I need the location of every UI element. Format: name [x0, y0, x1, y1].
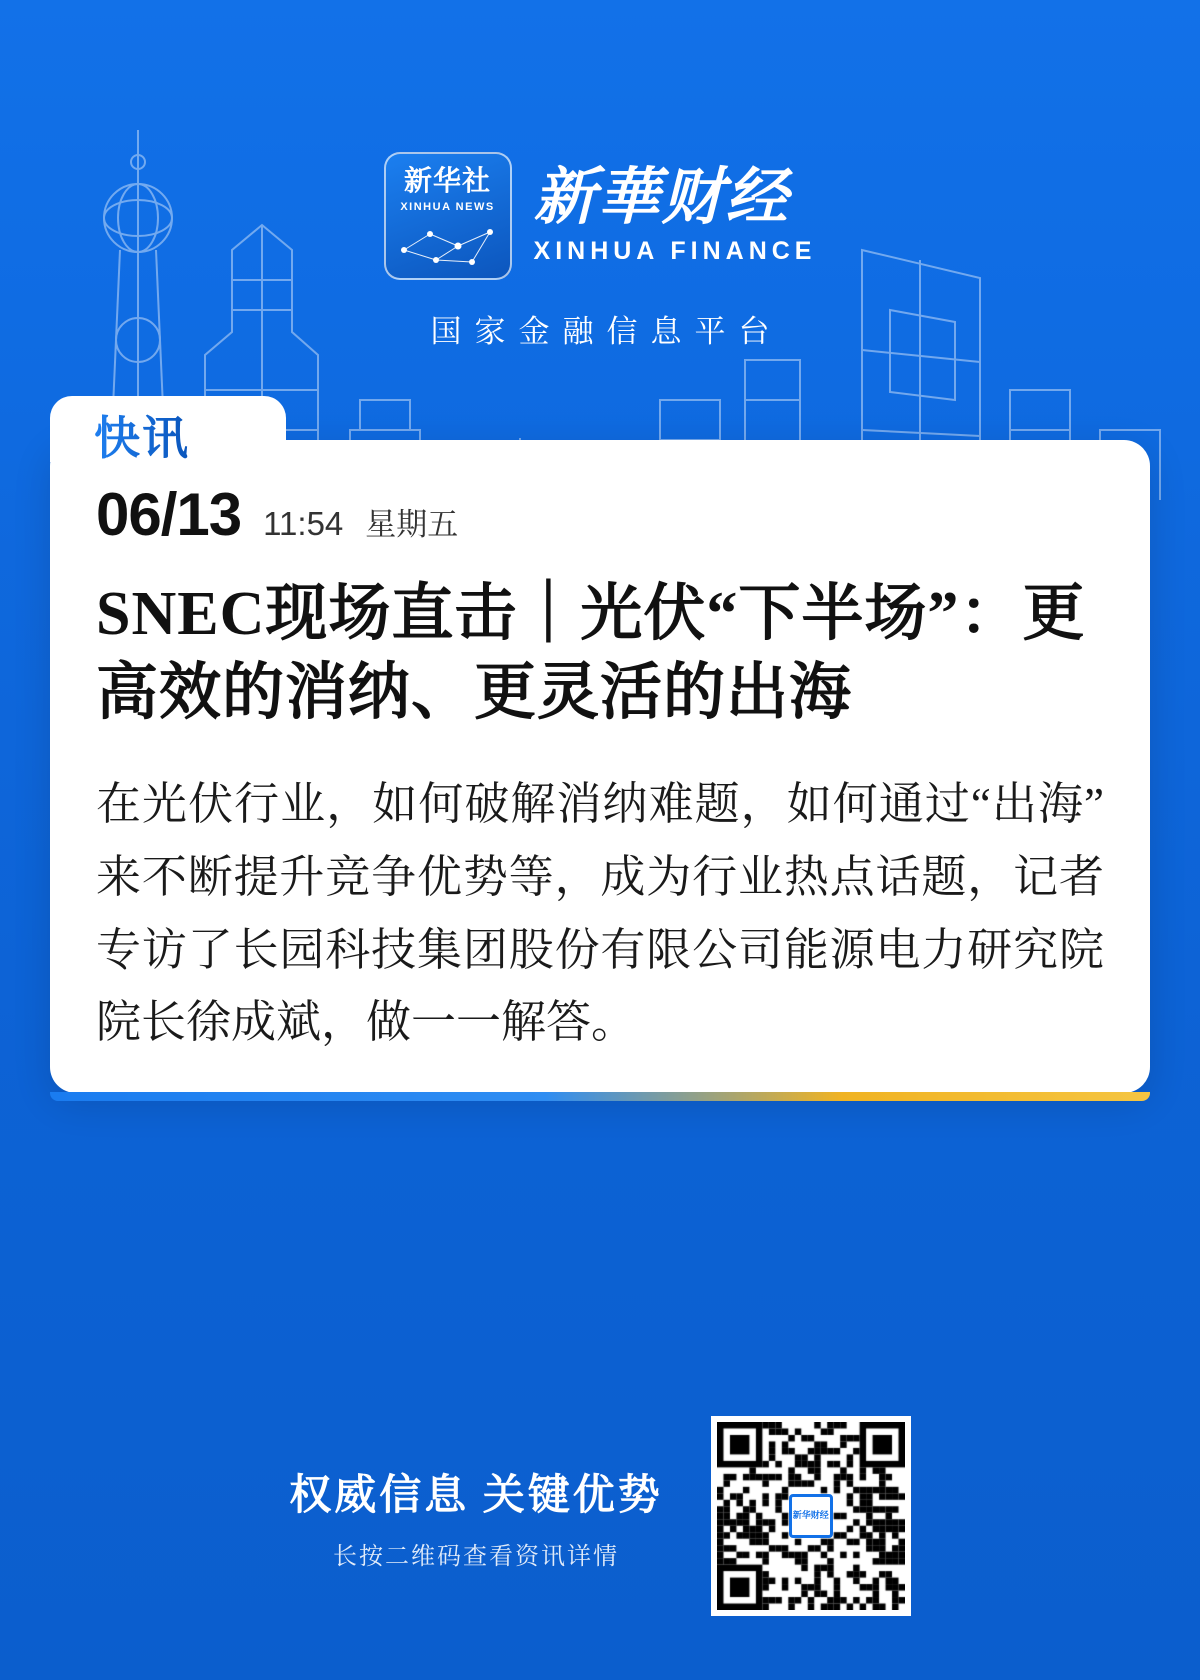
poster-footer	[0, 1416, 1200, 1616]
news-time: 11:54	[263, 505, 344, 542]
flash-tab	[50, 396, 286, 462]
qr-center-logo: 新华财经	[789, 1494, 833, 1538]
news-summary: 在光伏行业，如何破解消纳难题，如何通过“出海”来不断提升竞争优势等，成为行业热点话题，记者专访了长园科技集团股份有限公司能源电力研究院院长徐成斌，做一一解答。	[96, 778, 1104, 1048]
news-date: 06/13	[96, 481, 242, 548]
news-weekday: 星期五	[365, 507, 459, 542]
news-headline: SNEC现场直击｜光伏“下半场”：更高效的消纳、更灵活的出海	[96, 580, 1086, 728]
news-card	[50, 413, 1150, 1093]
card-accent-underline	[50, 1092, 1150, 1101]
badge-cn-label: 新华社	[404, 166, 492, 197]
brand-name-en: XINHUA FINANCE	[533, 237, 817, 266]
network-graphic-icon	[386, 220, 512, 272]
brand-name-cn: 新華财经	[533, 163, 790, 232]
xinhua-news-badge-icon	[384, 152, 512, 280]
qr-code[interactable]	[711, 1416, 911, 1616]
brand-logo-block	[0, 152, 1200, 351]
brand-tagline: 国家金融信息平台	[430, 314, 783, 349]
footer-subtext: 长按二维码查看资讯详情	[332, 1542, 619, 1570]
badge-en-label: XINHUA NEWS	[400, 201, 495, 213]
footer-slogan: 权威信息 关键优势	[289, 1472, 663, 1519]
flash-tab-label: 快讯	[94, 402, 190, 468]
